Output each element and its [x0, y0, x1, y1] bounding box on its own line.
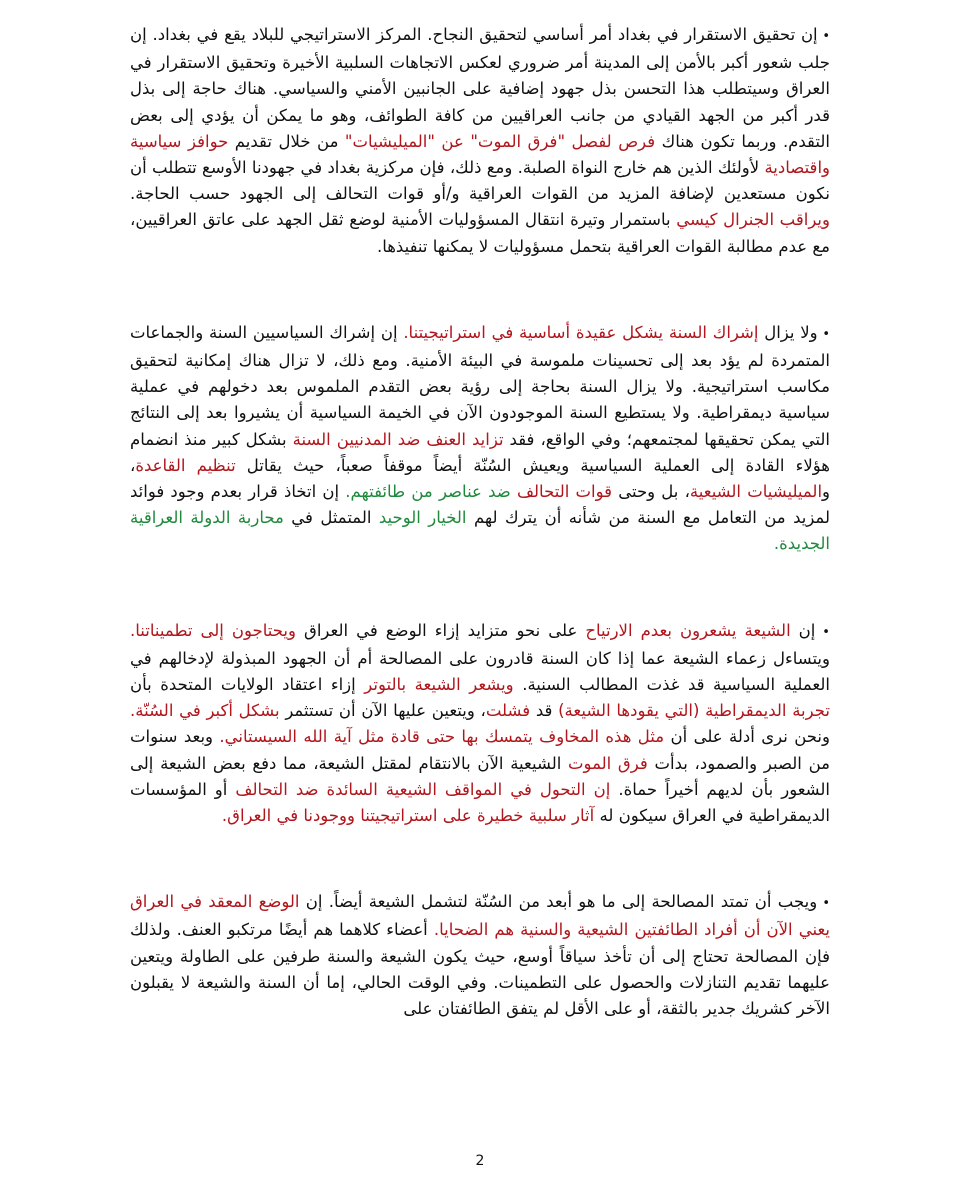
text-run: ولا يزال: [758, 322, 818, 342]
highlighted-text: فشلت: [485, 701, 531, 721]
highlighted-text: إشراك السنة يشكل عقيدة أساسية في استراتيجيتنا.: [403, 322, 759, 342]
paragraph-shia-unease: [130, 618, 830, 830]
highlighted-text: آثار سلبية خطيرة على استراتيجيتنا ووجودنا في العراق.: [221, 806, 595, 826]
text-run: وبعد سنوات من الصبر والصمود، بدأت: [130, 727, 830, 773]
highlighted-text: حوافز سياسية واقتصادية: [130, 131, 830, 178]
text-run: إن اتخاذ قرار بعدم وجود فوائد لمزيد من التعامل مع السنة من شأنه أن يترك لهم: [130, 482, 830, 528]
highlighted-text: مثل هذه المخاوف يتمسك بها حتى قادة مثل آية الله السيستاني.: [219, 727, 665, 747]
highlighted-text: ويراقب الجنرال كيسي: [676, 210, 830, 230]
text-run: إن: [790, 620, 816, 640]
highlighted-text: إن التحول في المواقف الشيعية السائدة ضد التحالف: [235, 779, 611, 799]
highlighted-text: ضد عناصر من طائفتهم.: [345, 482, 511, 502]
text-run: على نحو متزايد إزاء الوضع في العراق: [295, 620, 586, 640]
highlighted-text: فرق الموت: [568, 753, 648, 773]
text-run: باستمرار وتيرة انتقال المسؤوليات الأمنية لوضع ثقل الجهد على عاتق العراقيين، مع عدم مطالبة القوات العراقية بتحمل مسؤوليات لا يمكنها تنفيذها.: [130, 210, 830, 256]
bullet-marker: •: [817, 896, 831, 912]
text-run: الشيعية الآن بالانتقام لمقتل الشيعة، مما دفع بعض الشيعة إلى الشعور بأن لديهم أخيراً حماة.: [130, 753, 831, 799]
document-body: [130, 22, 830, 1022]
text-run: ، و: [130, 455, 830, 502]
paragraph-gap: [130, 829, 830, 889]
text-run: أعضاء كلاهما هم أيضًا مرتكبو العنف. ولذلك فإن المصالحة تحتاج إلى أن تأخذ سياقاً أوسع، حيث يكون الشيعة والسنة طرفين على الطاولة ويتعين عليهما تقديم التنازلات والحصول على التطمينات. وفي الوقت الحالي، إما أن السنة والشيعة لا يقبلون الآخر كشريك جدير بالثقة، أو على الأقل لم يتفق الطائفتان على: [130, 920, 830, 1019]
paragraph-gap: [130, 558, 830, 618]
text-run: ويجب أن تمتد المصالحة إلى ما هو أبعد من السُنّة لتشمل الشيعة أيضاً. إن: [299, 892, 818, 912]
paragraph-baghdad: [130, 22, 830, 260]
highlighted-text: تجربة الديمقراطية (التي يقودها الشيعة): [558, 701, 830, 721]
text-run: من خلال تقديم: [228, 131, 345, 151]
page-number: 2: [475, 1153, 485, 1169]
highlighted-text: قوات التحالف: [516, 482, 613, 502]
highlighted-text: فرص لفصل "فرق الموت" عن "الميليشيات": [344, 131, 656, 151]
text-run: لأولئك الذين هم خارج النواة الصلبة. ومع ذلك، فإن مركزية بغداد في جهودنا الأوسع تتطلب أن نكون مستعدين لإضافة المزيد من القوات العراقية و/أو قوات التحالف إلى الجهود حسب الحاجة.: [130, 158, 830, 204]
bullet-marker: •: [817, 326, 830, 342]
text-run: أو المؤسسات الديمقراطية في العراق سيكون له: [130, 779, 830, 826]
text-run: ونحن نرى أدلة على أن: [664, 727, 830, 747]
bullet-marker: •: [817, 29, 830, 44]
text-run: إن إشراك السياسيين السنة والجماعات المتمردة لم يؤد بعد إلى تحسينات ملموسة في البيئة الأمنية. ومع ذلك، لا تزال هناك إمكانية لتحقيق مكاسب استراتيجية. ولا يزال السنة بحاجة إلى رؤية بعض التقدم الملموس بعد دخولهم في عملية سياسية ديمقراطية. ولا يستطيع السنة الموجودون الآن في الخيمة السياسية أن يشيروا بعد إلى النتائج التي يمكن تحقيقها لمجتمعهم؛ وفي الواقع، فقد: [130, 322, 831, 449]
text-run: بشكل كبير منذ انضمام هؤلاء القادة إلى العملية السياسية ويعيش السُنّة أيضاً موقفاً صعباً، حيث يقاتل: [130, 429, 830, 475]
text-run: إزاء اعتقاد الولايات المتحدة بأن: [130, 675, 365, 695]
highlighted-text: الشيعة يشعرون بعدم الارتياح: [585, 620, 791, 640]
text-run: ، ويتعين عليها الآن أن تستثمر: [279, 701, 486, 721]
text-run: ، بل وحتى: [612, 482, 690, 502]
highlighted-text: الميليشيات الشيعية: [689, 482, 823, 502]
highlighted-text: تزايد العنف ضد المدنيين السنة: [292, 429, 504, 449]
highlighted-text: تنظيم القاعدة: [135, 455, 236, 475]
highlighted-text: الخيار الوحيد: [378, 508, 467, 528]
highlighted-text: بشكل أكبر في السُنّة.: [130, 701, 280, 721]
text-run: ويتساءل زعماء الشيعة عما إذا كان السنة قادرون على المصالحة أم أن الجهود المبذولة لإدخالهم في العملية السياسية قد غذت المطالب السنية.: [130, 648, 830, 695]
highlighted-text: ويحتاجون إلى تطميناتنا.: [130, 620, 296, 640]
bullet-marker: •: [815, 624, 830, 640]
highlighted-text: الوضع المعقد في العراق يعني الآن أن أفراد الطائفتين الشيعية والسنية هم الضحايا.: [130, 892, 830, 940]
text-run: المتمثل في: [283, 508, 379, 528]
paragraph-sunni-engagement: [130, 320, 830, 558]
highlighted-text: محاربة الدولة العراقية الجديدة.: [130, 508, 830, 554]
text-run: إن تحقيق الاستقرار في بغداد أمر أساسي لتحقيق النجاح. المركز الاستراتيجي للبلاد يقع في بغداد. إن جلب شعور أكبر بالأمن إلى المدينة أمر ضروري لعكس الاتجاهات السلبية الأخيرة وتحقيق الاستقرار في العراق وسيتطلب هذا التحسن بذل جهود إضافية على الجانبين الأمني والسياسي. هناك حاجة إلى بذل قدر أكبر من الجهد القيادي من جانب العراقيين من كافة الطوائف، وهو ما يمكن أن يؤدي إلى بعض التقدم. وربما تكون هناك: [130, 25, 830, 151]
paragraph-reconciliation: [130, 889, 830, 1022]
text-run: قد: [530, 701, 559, 721]
paragraph-gap: [130, 260, 830, 320]
highlighted-text: ويشعر الشيعة بالتوتر: [364, 675, 514, 695]
